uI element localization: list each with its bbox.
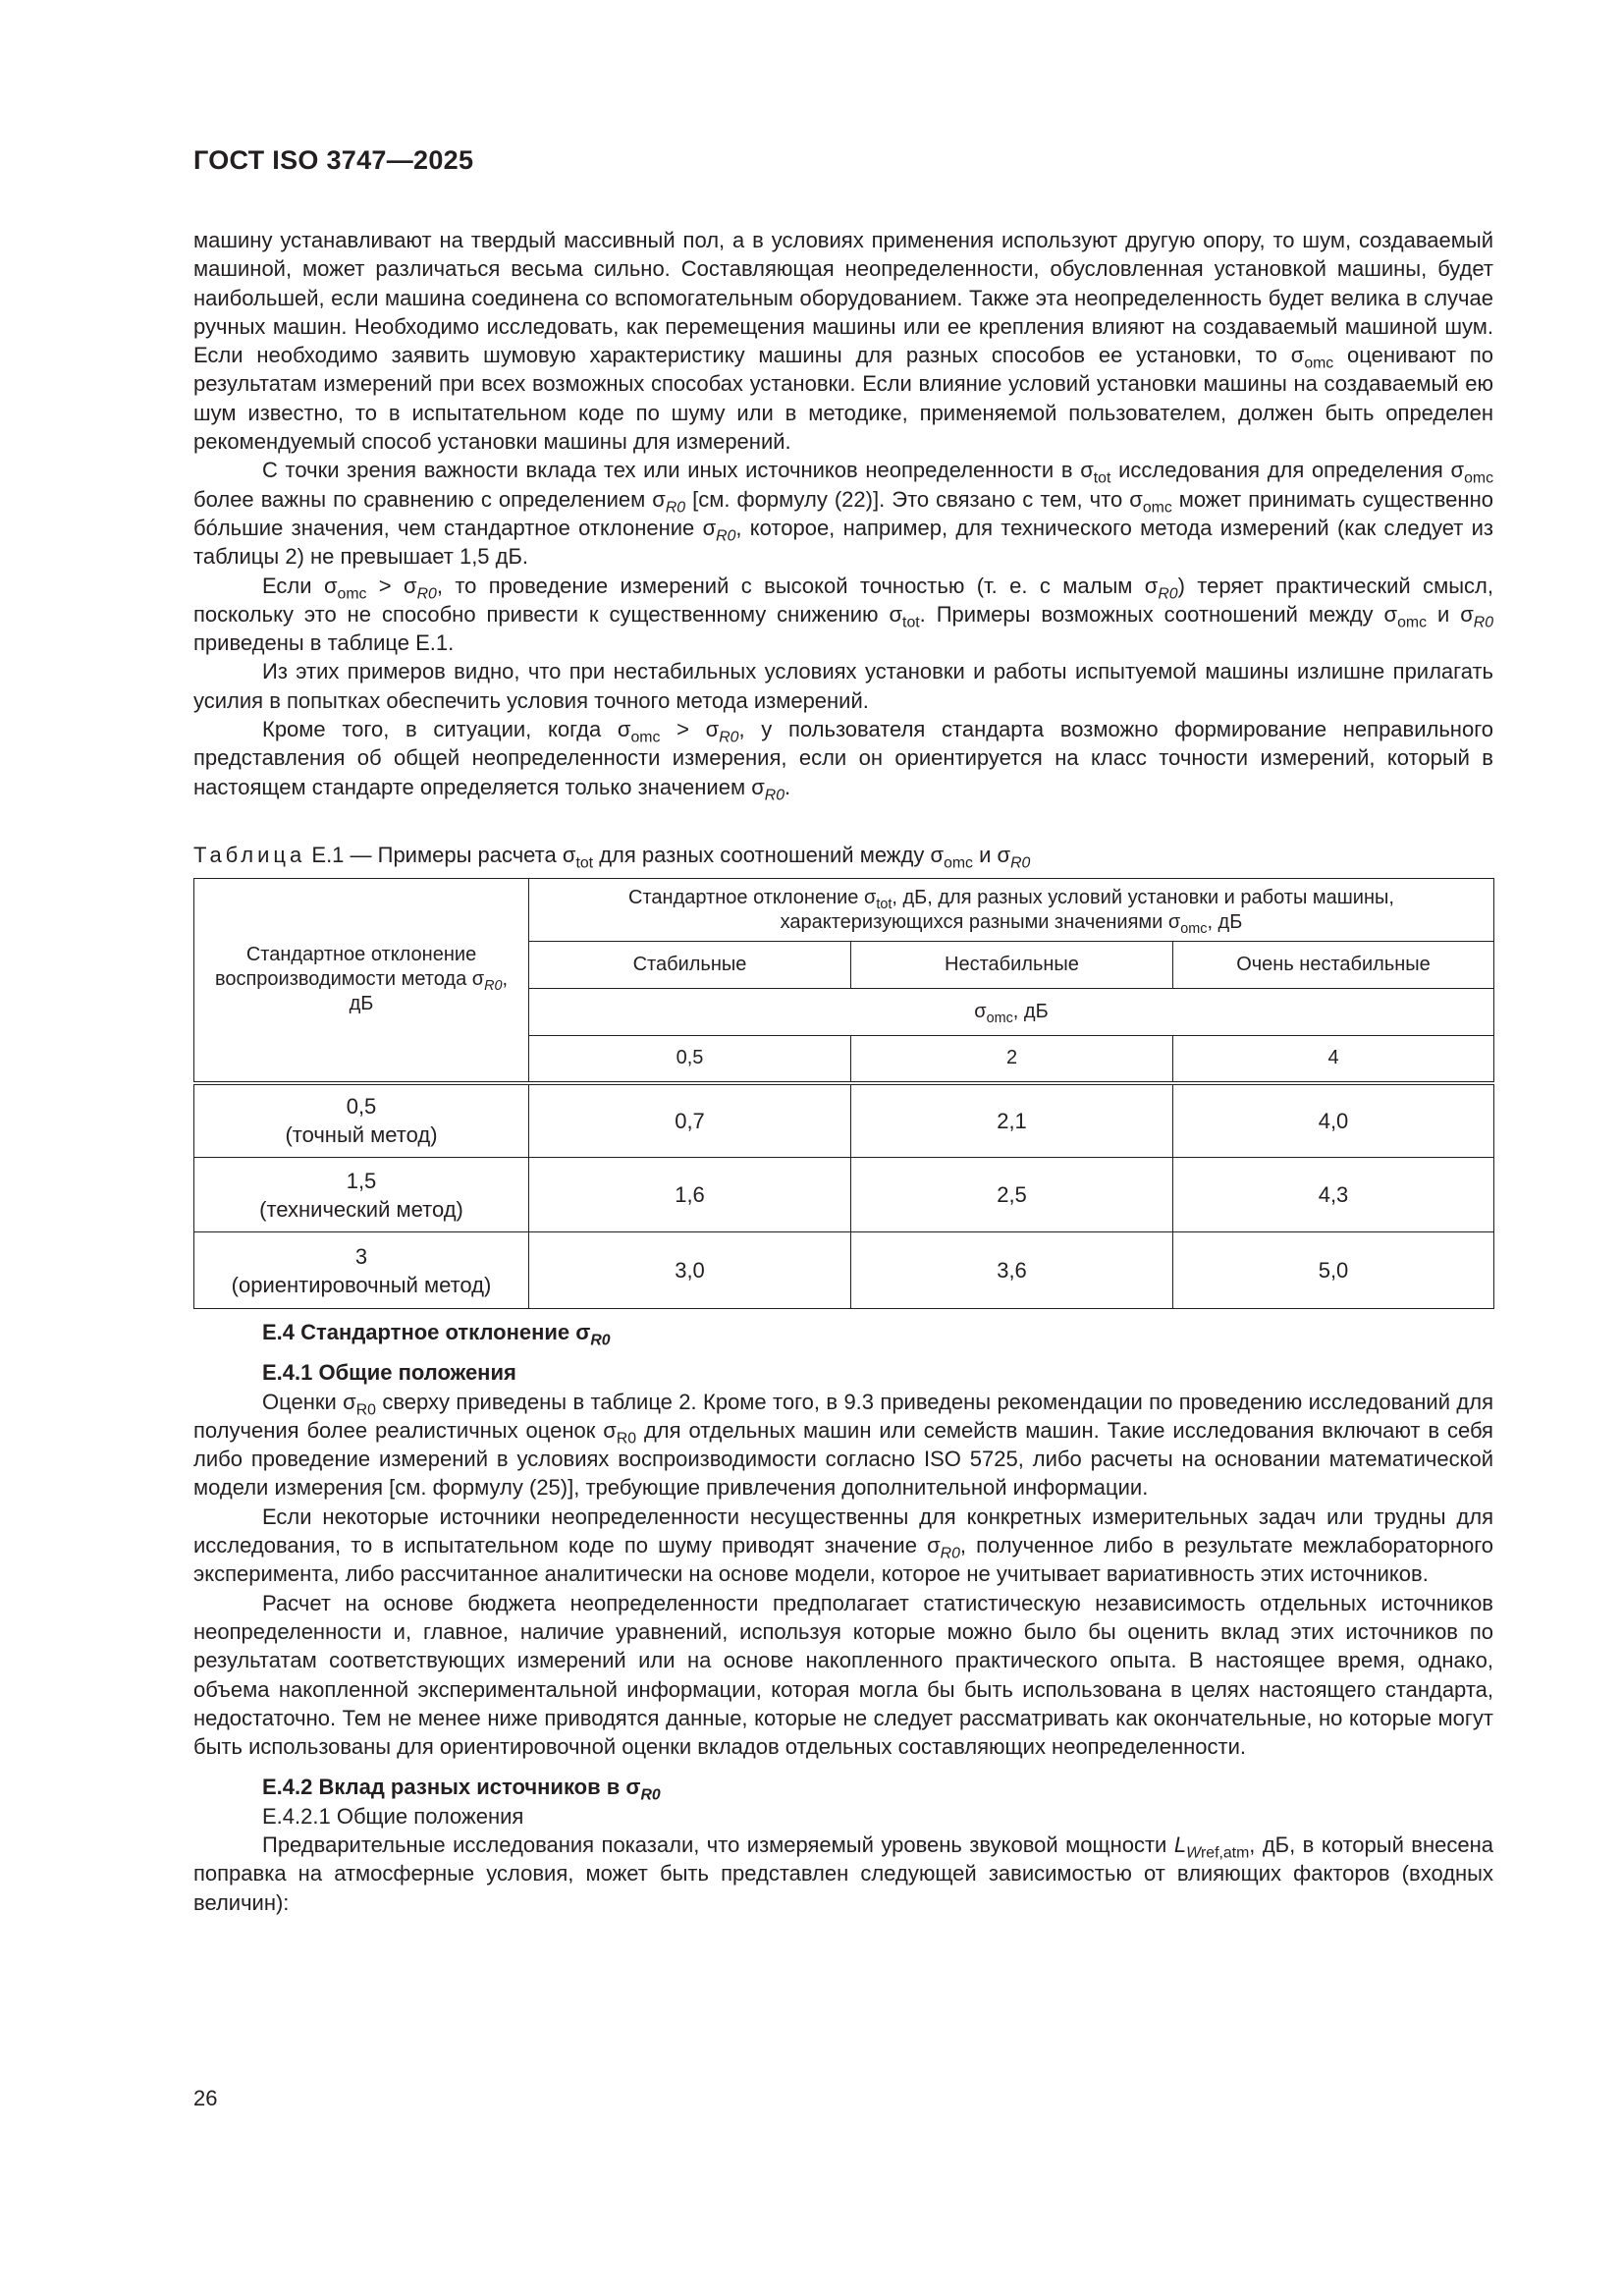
- paragraph-7: Если некоторые источники неопределенности несущественны для конкретных измерительных задач или трудны для исследования, то в испытательном коде по шуму приводят значение $\sigma_{R0}$, полученное либо в результате межлабораторного эксперимента, либо рассчитанное аналитически на основе модели, которое не учитывает вариативность этих источников.: [193, 1503, 1493, 1587]
- table-row: [194, 1232, 1494, 1309]
- table-omc-value: 2: [851, 1036, 1173, 1083]
- table-caption: Таблица Е.1 — Примеры расчета $\sigma_{tot}$ для разных соотношений между $\sigma_{omc}$ и $\sigma_{R0}$: [193, 843, 1031, 872]
- table-cell: 3,0: [529, 1232, 851, 1309]
- table-omc-value: 0,5: [529, 1036, 851, 1083]
- paragraph-4: Из этих примеров видно, что при нестабильных условиях установки и работы испытуемой машины излишне прилагать усилия в попытках обеспечить условия точного метода измерений.: [193, 659, 1493, 713]
- body-text-bottom: [193, 1318, 1493, 1917]
- table-cell: 3,6: [851, 1232, 1173, 1309]
- section-heading-e42: Е.4.2 Вклад разных источников в $\sigma_{R0}$: [262, 1775, 661, 1804]
- page-number: 26: [193, 2086, 218, 2110]
- page-header-title: ГОСТ ISO 3747—2025: [193, 145, 474, 175]
- paragraph-3: Если $\sigma_{omc} > \sigma_{R0}$, то проведение измерений с высокой точностью (т. е. с малым $\sigma_{R0}$) теряет практический смысл, поскольку это не способно привести к существенному снижению $\sigma_{tot}$. Примеры возможных соотношений между $\sigma_{omc}$ и $\sigma_{R0}$ приведены в таблице Е.1.: [193, 573, 1494, 656]
- table-cell: 2,1: [851, 1083, 1173, 1158]
- section-heading-e4: Е.4 Стандартное отклонение $\sigma_{R0}$: [262, 1320, 611, 1349]
- paragraph-5: Кроме того, в ситуации, когда $\sigma_{omc} > \sigma_{R0}$, у пользователя стандарта возможно формирование неправильного представления об общей неопределенности измерения, если он ориентируется на класс точности измерений, который в настоящем стандарте определяется только значением $\sigma_{R0}$.: [193, 717, 1493, 804]
- body-text-top: [193, 226, 1494, 804]
- table-e1: [193, 878, 1494, 1309]
- table-cell: 0,7: [529, 1083, 851, 1158]
- table-row-label: 1,5 (технический метод): [194, 1158, 529, 1232]
- section-heading-e421: Е.4.2.1 Общие положения: [262, 1803, 524, 1829]
- table-condition-header: Стабильные: [529, 942, 851, 989]
- table-row-label: 3 (ориентировочный метод): [194, 1232, 529, 1309]
- table-cell: 4,0: [1173, 1083, 1494, 1158]
- table-omc-value: 4: [1173, 1036, 1494, 1083]
- paragraph-2: С точки зрения важности вклада тех или иных источников неопределенности в $\sigma_{tot}$ исследования для определения $\sigma_{omc}$ более важны по сравнению с определением $\sigma_{R0}$ [см. формулу (22)]. Это связано с тем, что $\sigma_{omc}$ может принимать существенно бóльшие значения, чем стандартное отклонение $\sigma_{R0}$, которое, например, для технического метода измерений (как следует из таблицы 2) не превышает 1,5 дБ.: [193, 458, 1494, 570]
- table-omc-header: $\sigma_{omc}$, дБ: [529, 989, 1494, 1036]
- table-cell: 4,3: [1173, 1158, 1494, 1232]
- paragraph-8: Расчет на основе бюджета неопределенности предполагает статистическую независимость отдельных источников неопределенности и, главное, наличие уравнений, используя которые можно было бы оценить вклад этих источников по результатам соответствующих измерений или на основе накопленного практического опыта. В настоящее время, однако, объема накопленной экспериментальной информации, которая могла бы быть использована в целях настоящего стандарта, недостаточно. Тем не менее ниже приводятся данные, которые не следует рассматривать как окончательные, но которые могут быть использованы для ориентировочной оценки вкладов отдельных составляющих неопределенности.: [193, 1590, 1493, 1760]
- table-top-header: Стандартное отклонение $\sigma_{tot}$, дБ, для разных условий установки и работы машины, характеризующихся разными значениями $\sigma_{omc}$, дБ: [529, 879, 1494, 942]
- paragraph-9: Предварительные исследования показали, что измеряемый уровень звуковой мощности $L_{Wref,atm}$, дБ, в который внесена поправка на атмосферные условия, может быть представлен следующей зависимостью от влияющих факторов (входных величин):: [193, 1832, 1493, 1915]
- table-row-label: 0,5 (точный метод): [194, 1083, 529, 1158]
- paragraph-6: Оценки $\sigma_{R0}$ сверху приведены в таблице 2. Кроме того, в 9.3 приведены рекомендации по проведению исследований для получения более реалистичных оценок $\sigma_{R0}$ для отдельных машин или семейств машин. Такие исследования включают в себя либо проведение измерений в условиях воспроизводимости согласно ISO 5725, либо расчеты на основании математической модели измерения [см. формулу (25)], требующие привлечения дополнительной информации.: [193, 1389, 1493, 1501]
- table-cell: 2,5: [851, 1158, 1173, 1232]
- section-heading-e41: Е.4.1 Общие положения: [262, 1360, 516, 1386]
- paragraph-1: машину устанавливают на твердый массивный пол, а в условиях применения используют другую опору, то шум, создаваемый машиной, может различаться весьма сильно. Составляющая неопределенности, обусловленная установкой машины, будет наибольшей, если машина соединена со вспомогательным оборудованием. Также эта неопределенность будет велика в случае ручных машин. Необходимо исследовать, как перемещения машины или ее крепления влияют на создаваемый машиной шум. Если необходимо заявить шумовую характеристику машины для разных способов ее установки, то $\sigma_{omc}$ оценивают по результатам измерений при всех возможных способах установки. Если влияние условий установки машины на создаваемый ею шум известно, то в испытательном коде по шуму или в методике, применяемой пользователем, должен быть определен рекомендуемый способ установки машины для измерений.: [193, 228, 1494, 455]
- table-row: [194, 1158, 1494, 1232]
- table-condition-header: Нестабильные: [851, 942, 1173, 989]
- table-row: [194, 1083, 1494, 1158]
- table-condition-header: Очень нестабильные: [1173, 942, 1494, 989]
- table-cell: 1,6: [529, 1158, 851, 1232]
- table-left-header: Стандартное отклонение воспроизводимости метода $\sigma_{R0}$, дБ: [194, 879, 529, 1083]
- table-cell: 5,0: [1173, 1232, 1494, 1309]
